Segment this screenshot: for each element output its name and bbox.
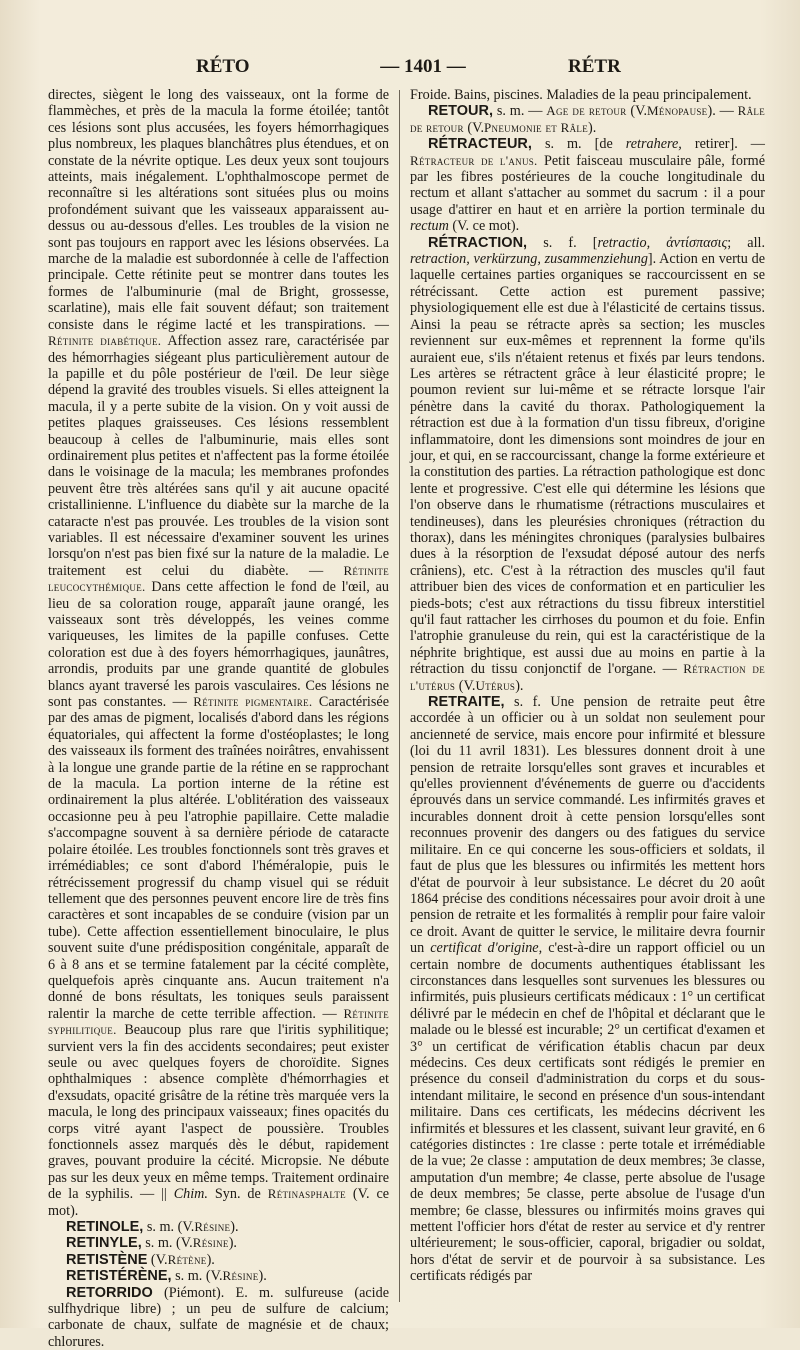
- headword: RETINOLE,: [66, 1219, 144, 1236]
- entry-retour: RETOUR, s. m. — Age de retour (V.Ménopause). — Râle de retour (V.Pneumonie et Râle).: [410, 103, 766, 136]
- running-header: [48, 56, 768, 82]
- retorrido-continuation: Froide. Bains, piscines. Maladies de la peau principalement.: [410, 87, 752, 103]
- entry-retisterene: RETISTÉRÈNE, s. m. (V.Résine).: [66, 1268, 267, 1285]
- headword: RETINYLE,: [66, 1235, 142, 1252]
- header-left-guideword: RÉTO: [196, 56, 250, 77]
- headword: RETISTÈNE: [66, 1251, 148, 1268]
- subentry-retinite-diabetique: Rétinite diabétique.: [48, 333, 162, 349]
- headword: RETORRIDO: [66, 1284, 153, 1301]
- headword: RETRAITE,: [428, 694, 505, 711]
- headword: RÉTRACTION,: [428, 234, 528, 251]
- page-number: — 1401 —: [380, 56, 466, 77]
- subentry-retinite-syphilitique: Rétinite syphilitique.: [48, 1005, 389, 1038]
- retinite-continuation: directes, siègent le long des vaisseaux, ont la forme de flammèches, et près de la macula la forme étoilée; tantôt ces lésions sont plus accusées, les foyers hémorrhagiques plus nombreux, les plaques blanchâtres plus étendues, et on constate de la névrite optique. Les deux yeux sont toujours atteints, mais inégalement. L'ophthalmoscope permet de reconnaître si les altérations sont situées plus ou moins profondément suivant que les vaisseaux apparaissent au-dessus ou au-dessous d'elles. Les troubles de la vision ne sont pas toujours en rapport avec les lésions observées. La marche de la maladie est subordonnée à celle de l'affection principale. Cette rétinite peut se montrer dans toutes les formes de l'albuminurie (mal de Bright, grossesse, scarlatine), mais elle fait souvent défaut; son traitement consiste dans le régime lacté et les transpirations. — Rétinite diabétique. Affection assez rare, caractérisée par des hémorrhagies siégeant plus particulièrement autour de la papille et du pôle postérieur de l'œil. De leur siège dépend la gravité des troubles visuels. Si elles atteignent la macula, il y a perte subite de la vision. On y voit aussi de petites plaques graisseuses. Ces lésions ressemblent beaucoup à celles de l'albuminurie, mais elles sont ordinairement plus petites et n'affectent pas la forme étoilée dans le voisinage de la macula; les membranes profondes peuvent être très altérées sans qu'il y ait aucune opacité cristallinienne. L'influence du diabète sur la marche de la cataracte n'est pas prouvée. Les troubles de la vision sont variables. Il est nécessaire d'examiner souvent les urines lorsqu'on n'est pas bien fixé sur la nature de la maladie. Le traitement est celui du diabète. — Rétinite leucocythémique. Dans cette affection le fond de l'œil, au lieu de sa coloration rouge, apparaît jaune orangé, les vaisseaux sont très développés, les veines comme variqueuses, les limites de la papille confuses. Cette coloration est due à des foyers hémorrhagiques, jaunâtres, arrondis, produits par une grande quantité de globules blancs ayant traversé les parois vasculaires. Ces lésions ne sont pas constantes. — Rétinite pigmentaire. Caractérisée par des amas de pigment, localisés d'abord dans les régions équatoriales, qui affectent la forme d'ostéoplastes; le long des vaisseaux ils forment des traînées noirâtres, envahissent à la longue une grande partie de la rétine en se rapprochant de la macula. La portion interne de la rétine est ordinairement la plus altérée. L'oblitération des vaisseaux occasionne peu à peu l'atrophie papillaire. Cette maladie s'accompagne souvent à sa dernière période de cataracte polaire étoilée. Les troubles fonctionnels sont très graves et irrémédiables; ce sont d'abord l'héméralopie, puis le rétrécissement progressif du champ visuel qui se réduit tellement que des personnes peuvent encore lire de très fins caractères et sont incapables de se conduire (vision par un tube). Cette affection essentiellement binoculaire, le plus souvent suite d'une prédisposition congénitale, apparaît de 6 à 8 ans et se termine fatalement par la cécité complète, quelquefois après cinquante ans. Aucun traitement n'a donné de bons résultats, les toniques seuls paraissent ralentir la marche de cette terrible affection. — Rétinite syphilitique. Beaucoup plus rare que l'iritis syphilitique; survient vers la fin des accidents secondaires; peut exister seule ou avec quelques foyers de choroïdite. Signes ophthalmiques : absence complète d'hémorrhagies et d'exsudats, opacité grisâtre de la rétine très marquée vers la macula, le long des principaux vaisseaux; fines opacités du corps vitré ayant l'aspect de poussière. Troubles fonctionnels assez marqués dès le début, rapidement graves, pouvant produire la cécité. Micropsie. Ne débute pas sur les deux yeux en même temps. Traitement ordinaire de la syphilis. — || Chim. Syn. de Rétinasphalte (V. ce mot).: [48, 87, 390, 1219]
- subentry-retinite-leucocythemique: Rétinite leucocythémique.: [48, 562, 390, 595]
- entry-retistene: RETISTÈNE (V.Rétène).: [66, 1251, 215, 1268]
- headword: RETOUR,: [428, 103, 493, 120]
- entry-retorrido: RETORRIDO (Piémont). E. m. sulfureuse (acide sulfhydrique libre) ; un peu de sulfure de calcium; carbonate de chaux, sulfate de magnésie et de chaux; chlorures.: [48, 1284, 390, 1350]
- entry-retinole: RETINOLE, s. m. (V.Résine).: [66, 1219, 239, 1236]
- entry-retraction: RÉTRACTION, s. f. [retractio, ἀντίσπασις; all. retraction, verkürzung, zusammenziehung]. Action en vertu de laquelle certaines parties organiques se raccourcissent en se rétrécissant. Cette action est purement passive; physiologiquement elle est due à l'élasticité de certains tissus. Ainsi la peau se rétracte après sa section; les muscles reviennent sur eux-mêmes et reprennent la forme qu'ils auraient eue, s'ils n'étaient retenus et fixés par leurs tendons. Les artères se rétractent grâce à leur élasticité propre; le poumon revient sur lui-même et se rétracte lorsque l'air pénètre dans la cavité du thorax. Pathologiquement la rétraction est due à la formation d'un tissu fibreux, d'origine inflammatoire, dont les dimensions sont moindres de jour en jour, et qui, en se raccourcissant, change la forme extérieure et la constitution des parties. La rétraction pathologique est donc lente et progressive. C'est elle qui détermine les lésions que l'on observe dans le rhumatisme (rétractions musculaires et tendineuses), dans les pleurésies chroniques (rétraction du thorax), dans les méningites chroniques (paralysies bulbaires dues à la résorption de l'exsudat déposé autour des nerfs crâniens), etc. C'est à la rétraction des muscles qu'il faut attribuer bien des vices de conformation et en particulier les pieds-bots; c'est aux rétractions du tissu fibreux interstitiel qu'il faut rattacher les cirrhoses du poumon et du foie. Enfin l'atrophie granuleuse du rein, qui est la caractéristique de la néphrite brightique, est aussi due au moins en partie à la rétraction du tissu conjonctif de l'organe. — Rétraction de l'utérus (V.Utérus).: [410, 234, 766, 694]
- entry-retraite: RETRAITE, s. f. Une pension de retraite peut être accordée à un officier ou à un soldat non seulement pour ancienneté de service, mais encore pour infirmité et blessure (loi du 11 avril 1831). Les blessures donnent droit à une pension de retraite lorsqu'elles sont graves et incurables et qu'elles proviennent d'événements de guerre ou d'accidents éprouvés dans un service commandé. Les infirmités graves et incurables donnent droit à cette pension lorsqu'elles sont reconnues provenir des dangers ou des fatigues du service militaire. En ce qui concerne les sous-officiers et soldats, il faut de plus que les blessures ou infirmités les mettent hors d'état de pourvoir à leur subsistance. Le décret du 20 août 1864 précise des conditions nécessaires pour avoir droit à une pension de retraite et les formalités à remplir pour faire valoir ce droit. Avant de quitter le service, le militaire devra fournir un certificat d'origine, c'est-à-dire un rapport officiel ou un certain nombre de documents authentiques établissant les circonstances dans lesquelles sont survenues les blessures ou infirmités, puis plusieurs certificats médicaux : 1° un certificat délivré par le médecin en chef de l'hôpital et déclarant que le malade ou le blessé est incurable; 2° un certificat d'examen et 3° un certificat de vérification établis chacun par deux médecins. Ces deux certificats sont rédigés le premier en présence du conseil d'administration du corps et du sous-intendant militaire, le second en présence d'un sous-intendant militaire. Dans ces certificats, les médecins décrivent les infirmités et blessures et les classent, suivant leur gravité, en 6 catégories distinctes : 1re classe : perte totale et irrémédiable de la vue; 2e classe : amputation de deux membres; 3e classe, amputation d'un membre; 4e classe, perte absolue de l'usage de deux membres; 5e classe, perte absolue de l'usage d'un membre; 6e classe, blessures ou infirmités moins graves qui mettent l'officier hors d'état de rester au service et d'y rentrer ultérieurement; le sous-officier, caporal, brigadier ou soldat, hors d'état de servir et de pourvoir à sa subsistance. Les certificats rédigés par: [410, 694, 766, 1285]
- header-right-guideword: RÉTR: [568, 56, 621, 77]
- left-column: [48, 87, 390, 1350]
- right-column: [410, 87, 765, 1307]
- column-divider: [399, 90, 400, 1302]
- headword: RÉTRACTEUR,: [428, 136, 532, 153]
- entry-retinyle: RETINYLE, s. m. (V.Résine).: [66, 1235, 237, 1252]
- entry-retracteur: RÉTRACTEUR, s. m. [de retrahere, retirer]. — Rétracteur de l'anus. Petit faisceau musculaire pâle, formé par les fibres postérieures de la couche longitudinale du rectum et allant s'attacher au sommet du sacrum : il a pour usage d'attirer en haut et en arrière la portion terminale du rectum (V. ce mot).: [410, 136, 766, 235]
- headword: RETISTÉRÈNE,: [66, 1268, 172, 1285]
- subentry-retinite-pigmentaire: Rétinite pigmentaire.: [193, 694, 313, 710]
